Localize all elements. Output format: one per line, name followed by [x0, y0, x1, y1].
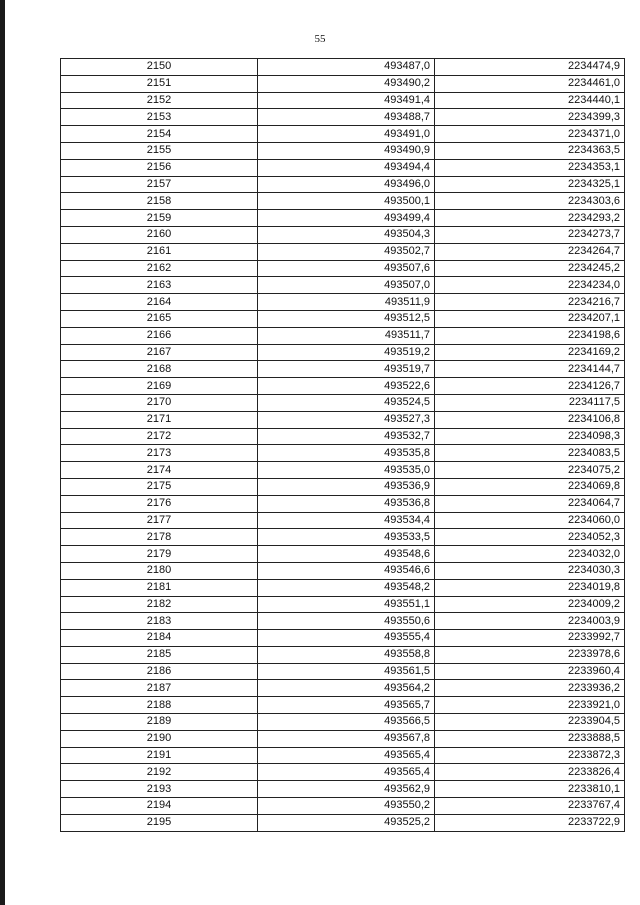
y-coordinate-cell: 2234353,1 [435, 159, 625, 176]
y-coordinate-cell: 2234098,3 [435, 428, 625, 445]
point-number-cell: 2187 [61, 680, 258, 697]
point-number-cell: 2173 [61, 445, 258, 462]
y-coordinate-cell: 2233810,1 [435, 781, 625, 798]
table-row [61, 730, 625, 747]
table-row [61, 411, 625, 428]
y-coordinate-cell: 2234293,2 [435, 210, 625, 227]
table-row [61, 462, 625, 479]
table-row [61, 142, 625, 159]
point-number-cell: 2177 [61, 512, 258, 529]
table-row [61, 764, 625, 781]
y-coordinate-cell: 2234052,3 [435, 529, 625, 546]
y-coordinate-cell: 2233872,3 [435, 747, 625, 764]
table-row [61, 59, 625, 76]
table-row [61, 546, 625, 563]
table-row [61, 663, 625, 680]
table-row [61, 680, 625, 697]
point-number-cell: 2175 [61, 478, 258, 495]
table-row [61, 277, 625, 294]
point-number-cell: 2192 [61, 764, 258, 781]
point-number-cell: 2188 [61, 697, 258, 714]
x-coordinate-cell: 493548,6 [258, 546, 435, 563]
point-number-cell: 2165 [61, 310, 258, 327]
point-number-cell: 2154 [61, 126, 258, 143]
y-coordinate-cell: 2234069,8 [435, 478, 625, 495]
x-coordinate-cell: 493500,1 [258, 193, 435, 210]
y-coordinate-cell: 2234207,1 [435, 310, 625, 327]
table-row [61, 445, 625, 462]
table-row [61, 361, 625, 378]
table-row [61, 596, 625, 613]
x-coordinate-cell: 493532,7 [258, 428, 435, 445]
x-coordinate-cell: 493567,8 [258, 730, 435, 747]
x-coordinate-cell: 493546,6 [258, 562, 435, 579]
y-coordinate-cell: 2234303,6 [435, 193, 625, 210]
table-row [61, 747, 625, 764]
x-coordinate-cell: 493561,5 [258, 663, 435, 680]
x-coordinate-cell: 493504,3 [258, 226, 435, 243]
y-coordinate-cell: 2234216,7 [435, 294, 625, 311]
y-coordinate-cell: 2234474,9 [435, 59, 625, 76]
point-number-cell: 2156 [61, 159, 258, 176]
point-number-cell: 2180 [61, 562, 258, 579]
table-row [61, 310, 625, 327]
x-coordinate-cell: 493562,9 [258, 781, 435, 798]
point-number-cell: 2169 [61, 378, 258, 395]
table-row [61, 327, 625, 344]
point-number-cell: 2174 [61, 462, 258, 479]
table-row [61, 814, 625, 831]
x-coordinate-cell: 493494,4 [258, 159, 435, 176]
y-coordinate-cell: 2234234,0 [435, 277, 625, 294]
x-coordinate-cell: 493511,7 [258, 327, 435, 344]
table-row [61, 109, 625, 126]
point-number-cell: 2181 [61, 579, 258, 596]
y-coordinate-cell: 2234198,6 [435, 327, 625, 344]
y-coordinate-cell: 2233936,2 [435, 680, 625, 697]
point-number-cell: 2186 [61, 663, 258, 680]
point-number-cell: 2194 [61, 798, 258, 815]
scan-left-edge [0, 0, 5, 905]
y-coordinate-cell: 2234399,3 [435, 109, 625, 126]
point-number-cell: 2179 [61, 546, 258, 563]
x-coordinate-cell: 493535,8 [258, 445, 435, 462]
x-coordinate-cell: 493491,0 [258, 126, 435, 143]
point-number-cell: 2189 [61, 714, 258, 731]
point-number-cell: 2190 [61, 730, 258, 747]
point-number-cell: 2167 [61, 344, 258, 361]
table-row [61, 562, 625, 579]
y-coordinate-cell: 2234019,8 [435, 579, 625, 596]
table-row [61, 512, 625, 529]
table-row [61, 478, 625, 495]
coordinates-table-body [61, 59, 625, 832]
point-number-cell: 2193 [61, 781, 258, 798]
table-row [61, 210, 625, 227]
x-coordinate-cell: 493550,6 [258, 613, 435, 630]
x-coordinate-cell: 493490,2 [258, 75, 435, 92]
point-number-cell: 2170 [61, 394, 258, 411]
table-row [61, 126, 625, 143]
table-row [61, 394, 625, 411]
table-row [61, 344, 625, 361]
y-coordinate-cell: 2233826,4 [435, 764, 625, 781]
x-coordinate-cell: 493507,0 [258, 277, 435, 294]
point-number-cell: 2153 [61, 109, 258, 126]
y-coordinate-cell: 2234003,9 [435, 613, 625, 630]
y-coordinate-cell: 2234075,2 [435, 462, 625, 479]
point-number-cell: 2157 [61, 176, 258, 193]
x-coordinate-cell: 493502,7 [258, 243, 435, 260]
table-row [61, 176, 625, 193]
y-coordinate-cell: 2234461,0 [435, 75, 625, 92]
x-coordinate-cell: 493536,8 [258, 495, 435, 512]
table-row [61, 75, 625, 92]
y-coordinate-cell: 2233888,5 [435, 730, 625, 747]
table-row [61, 646, 625, 663]
x-coordinate-cell: 493564,2 [258, 680, 435, 697]
table-row [61, 798, 625, 815]
x-coordinate-cell: 493519,7 [258, 361, 435, 378]
table-row [61, 260, 625, 277]
y-coordinate-cell: 2234030,3 [435, 562, 625, 579]
y-coordinate-cell: 2234064,7 [435, 495, 625, 512]
point-number-cell: 2191 [61, 747, 258, 764]
point-number-cell: 2155 [61, 142, 258, 159]
x-coordinate-cell: 493496,0 [258, 176, 435, 193]
page-number: 55 [314, 33, 326, 45]
y-coordinate-cell: 2233904,5 [435, 714, 625, 731]
y-coordinate-cell: 2234245,2 [435, 260, 625, 277]
y-coordinate-cell: 2234117,5 [435, 394, 625, 411]
point-number-cell: 2158 [61, 193, 258, 210]
point-number-cell: 2171 [61, 411, 258, 428]
point-number-cell: 2161 [61, 243, 258, 260]
x-coordinate-cell: 493548,2 [258, 579, 435, 596]
x-coordinate-cell: 493558,8 [258, 646, 435, 663]
table-row [61, 579, 625, 596]
point-number-cell: 2163 [61, 277, 258, 294]
y-coordinate-cell: 2233978,6 [435, 646, 625, 663]
point-number-cell: 2183 [61, 613, 258, 630]
y-coordinate-cell: 2234126,7 [435, 378, 625, 395]
point-number-cell: 2162 [61, 260, 258, 277]
x-coordinate-cell: 493550,2 [258, 798, 435, 815]
x-coordinate-cell: 493519,2 [258, 344, 435, 361]
y-coordinate-cell: 2234060,0 [435, 512, 625, 529]
x-coordinate-cell: 493536,9 [258, 478, 435, 495]
table-row [61, 697, 625, 714]
x-coordinate-cell: 493512,5 [258, 310, 435, 327]
point-number-cell: 2176 [61, 495, 258, 512]
table-row [61, 529, 625, 546]
y-coordinate-cell: 2233767,4 [435, 798, 625, 815]
y-coordinate-cell: 2234032,0 [435, 546, 625, 563]
point-number-cell: 2172 [61, 428, 258, 445]
x-coordinate-cell: 493525,2 [258, 814, 435, 831]
x-coordinate-cell: 493507,6 [258, 260, 435, 277]
y-coordinate-cell: 2234009,2 [435, 596, 625, 613]
y-coordinate-cell: 2233722,9 [435, 814, 625, 831]
x-coordinate-cell: 493534,4 [258, 512, 435, 529]
point-number-cell: 2178 [61, 529, 258, 546]
point-number-cell: 2182 [61, 596, 258, 613]
point-number-cell: 2185 [61, 646, 258, 663]
point-number-cell: 2160 [61, 226, 258, 243]
point-number-cell: 2184 [61, 630, 258, 647]
point-number-cell: 2166 [61, 327, 258, 344]
x-coordinate-cell: 493551,1 [258, 596, 435, 613]
point-number-cell: 2195 [61, 814, 258, 831]
y-coordinate-cell: 2234440,1 [435, 92, 625, 109]
x-coordinate-cell: 493565,4 [258, 764, 435, 781]
point-number-cell: 2152 [61, 92, 258, 109]
y-coordinate-cell: 2234264,7 [435, 243, 625, 260]
x-coordinate-cell: 493565,7 [258, 697, 435, 714]
x-coordinate-cell: 493487,0 [258, 59, 435, 76]
x-coordinate-cell: 493511,9 [258, 294, 435, 311]
point-number-cell: 2159 [61, 210, 258, 227]
y-coordinate-cell: 2234325,1 [435, 176, 625, 193]
x-coordinate-cell: 493490,9 [258, 142, 435, 159]
y-coordinate-cell: 2233960,4 [435, 663, 625, 680]
y-coordinate-cell: 2234363,5 [435, 142, 625, 159]
y-coordinate-cell: 2234106,8 [435, 411, 625, 428]
y-coordinate-cell: 2234371,0 [435, 126, 625, 143]
table-row [61, 294, 625, 311]
x-coordinate-cell: 493522,6 [258, 378, 435, 395]
table-row [61, 226, 625, 243]
point-number-cell: 2150 [61, 59, 258, 76]
point-number-cell: 2164 [61, 294, 258, 311]
table-row [61, 193, 625, 210]
x-coordinate-cell: 493527,3 [258, 411, 435, 428]
point-number-cell: 2151 [61, 75, 258, 92]
coordinates-table [60, 58, 625, 832]
table-row [61, 159, 625, 176]
table-row [61, 781, 625, 798]
table-row [61, 714, 625, 731]
x-coordinate-cell: 493499,4 [258, 210, 435, 227]
x-coordinate-cell: 493488,7 [258, 109, 435, 126]
y-coordinate-cell: 2234144,7 [435, 361, 625, 378]
point-number-cell: 2168 [61, 361, 258, 378]
x-coordinate-cell: 493555,4 [258, 630, 435, 647]
x-coordinate-cell: 493524,5 [258, 394, 435, 411]
table-row [61, 378, 625, 395]
y-coordinate-cell: 2233921,0 [435, 697, 625, 714]
table-row [61, 428, 625, 445]
table-row [61, 92, 625, 109]
x-coordinate-cell: 493491,4 [258, 92, 435, 109]
x-coordinate-cell: 493535,0 [258, 462, 435, 479]
x-coordinate-cell: 493566,5 [258, 714, 435, 731]
y-coordinate-cell: 2234169,2 [435, 344, 625, 361]
x-coordinate-cell: 493533,5 [258, 529, 435, 546]
table-row [61, 243, 625, 260]
y-coordinate-cell: 2233992,7 [435, 630, 625, 647]
table-row [61, 613, 625, 630]
x-coordinate-cell: 493565,4 [258, 747, 435, 764]
table-row [61, 630, 625, 647]
y-coordinate-cell: 2234083,5 [435, 445, 625, 462]
y-coordinate-cell: 2234273,7 [435, 226, 625, 243]
table-row [61, 495, 625, 512]
